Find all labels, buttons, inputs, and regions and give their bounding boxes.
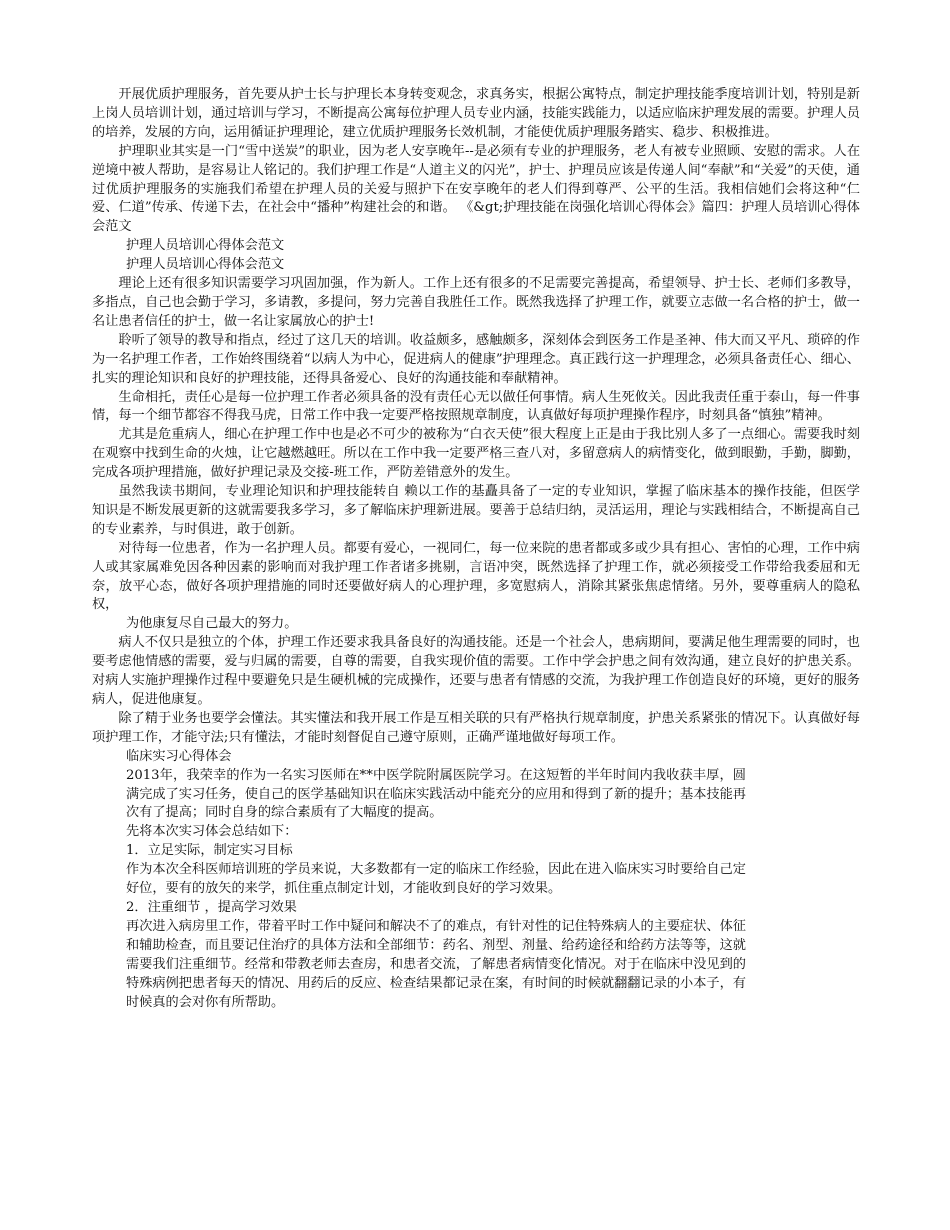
- paragraph-13: 先将本次实习体会总结如下：: [126, 824, 298, 840]
- paragraph-6: 尤其是危重病人，细心在护理工作中也是必不可少的被称为“白衣天使”很大程度上正是由于我比别人多了一点细心。需要我时刻在观察中找到生命的火烛，让它越燃越旺。所以在工作中我一定要严格三查八对，多留意病人的病情变化，做到眼勤，手勤，脚勤，完成各项护理措施，做好护理记录及交接-班工作，严防差错意外的发生。: [92, 427, 860, 481]
- paragraph-15: 再次进入病房里工作，带着平时工作中疑问和解决不了的难点，有针对性的记住特殊病人的主要症状、体征和辅助检查，而且要记住治疗的具体方法和全部细节：药名、剂型、剂量、给药途径和给药方法等等，这就需要我们注重细节。经常和带教老师去查房，和患者交流，了解患者病情变化情况。对于在临床中没见到的特殊病例把患者每天的情况、用药后的反应、检查结果都记录在案，有时间的时候就翻翻记录的小本子，有时候真的会对你有所帮助。: [126, 918, 746, 1010]
- list-heading: 1．立足实际，制定实习目标: [126, 843, 293, 859]
- paragraph-2: 护理职业其实是一门“雪中送炭”的职业，因为老人安享晚年--是必须有专业的护理服务，老人有被专业照顾、安慰的需求。人在逆境中被人帮助，是容易让人铭记的。我们护理工作是“人道主义的闪光”，护士、护理员应该是传递人间“奉献”和“关爱”的天使，通过优质护理服务的实施我们希望在护理人员的关爱与照护下在安享晚年的老人们得到尊严、公平的生活。我相信她们会将这种“仁爱、仁道”传承、传递下去，在社会中“播种”构建社会的和谐。 《&gt;护理技能在岗强化培训心得体会》篇四：护理人员培训心得体会范文: [92, 143, 860, 235]
- paragraph-8: 对待每一位患者，作为一名护理人员。都要有爱心，一视同仁，每一位来院的患者都或多或少具有担心、害怕的心理，工作中病人或其家属难免因各种因素的影响而对我护理工作者诸多挑剔，言语冲突，既然选择了护理工作，就必须接受工作带给我委屈和无奈，放平心态，做好各项护理措施的同时还要做好病人的心理护理，多宽慰病人，消除其紧张焦虑情绪。另外，要尊重病人的隐私权，: [92, 540, 860, 613]
- paragraph-4: 聆听了领导的教导和指点，经过了这几天的培训。收益颇多，感触颇多，深刻体会到医务工作是圣神、伟大而又平凡、琐碎的作为一名护理工作者，工作始终围绕着“以病人为中心，促进病人的健康”护理理念。真正践行这一护理理念，必须具备责任心、细心、扎实的理论知识和良好的护理技能，还得具备爱心、良好的沟通技能和奉献精神。: [92, 332, 860, 386]
- paragraph-9: 为他康复尽自己最大的努力。: [126, 616, 298, 632]
- section-heading: 护理人员培训心得体会范文: [126, 257, 285, 273]
- paragraph-7: 虽然我读书期间，专业理论知识和护理技能转自 赖以工作的基矗具备了一定的专业知识，掌握了临床基本的操作技能，但医学知识是不断发展更新的这就需要我多学习，多了解临床护理新进展。要善于总结归纳，灵活运用，理论与实践相结合，不断提高自己的专业素养，与时俱进，敢于创新。: [92, 484, 860, 537]
- paragraph-14: 作为本次全科医师培训班的学员来说，大多数都有一定的临床工作经验，因此在进入临床实习时要给自己定好位，要有的放矢的来学，抓住重点制定计划，才能收到良好的学习效果。: [126, 862, 746, 897]
- paragraph-3: 理论上还有很多知识需要学习巩固加强，作为新人。工作上还有很多的不足需要完善提高，希望领导、护士长、老师们多教导，多指点，自己也会勤于学习，多请教，多提问，努力完善自我胜任工作。既然我选择了护理工作，就要立志做一名合格的护士，做一名让患者信任的护士，做一名让家属放心的护士!: [92, 276, 860, 329]
- section-heading: 护理人员培训心得体会范文: [126, 238, 285, 254]
- paragraph-12: 2013年，我荣幸的作为一名实习医师在**中医学院附属医院学习。在这短暂的半年时间内我收获丰厚，圆满完成了实习任务，使自己的医学基础知识在临床实践活动中能充分的应用和得到了新的提升；基本技能再次有了提高；同时自身的综合素质有了大幅度的提高。: [126, 767, 746, 821]
- paragraph-10: 病人不仅只是独立的个体，护理工作还要求我具备良好的沟通技能。还是一个社会人，患病期间，要满足他生理需要的同时，也要考虑他情感的需要，爱与归属的需要，自尊的需要，自我实现价值的需要。工作中学会护患之间有效沟通，建立良好的护患关系。对病人实施护理操作过程中要避免只是生硬机械的完成操作，还要与患者有情感的交流，为我护理工作创造良好的环境，更好的服务病人，促进他康复。: [92, 635, 860, 707]
- paragraph-1: 开展优质护理服务，首先要从护士长与护理长本身转变观念，求真务实，根据公寓特点，制定护理技能季度培训计划，特别是新上岗人员培训计划，通过培训与学习，不断提高公寓每位护理人员专业内涵，技能实践能力，以适应临床护理发展的需要。护理人员的培养，发展的方向，运用循证护理理论，建立优质护理服务长效机制，才能使优质护理服务踏实、稳步、积极推进。: [92, 87, 860, 140]
- paragraph-11: 除了精于业务也要学会懂法。其实懂法和我开展工作是互相关联的只有严格执行规章制度，护患关系紧张的情况下。认真做好每项护理工作，才能守法;只有懂法，才能时刻督促自己遵守原则，正确严谨地做好每项工作。: [92, 710, 860, 745]
- section-heading: 临床实习心得体会: [126, 748, 232, 764]
- paragraph-5: 生命相托，责任心是每一位护理工作者必须具备的没有责任心无以做任何事情。病人生死攸关。因此我责任重于泰山，每一件事情，每一个细节都容不得我马虎，日常工作中我一定要严格按照规章制度，认真做好每项护理操作程序，时刻具备“慎独”精神。: [92, 389, 860, 424]
- list-heading: 2．注重细节 ，提高学习效果: [126, 899, 297, 915]
